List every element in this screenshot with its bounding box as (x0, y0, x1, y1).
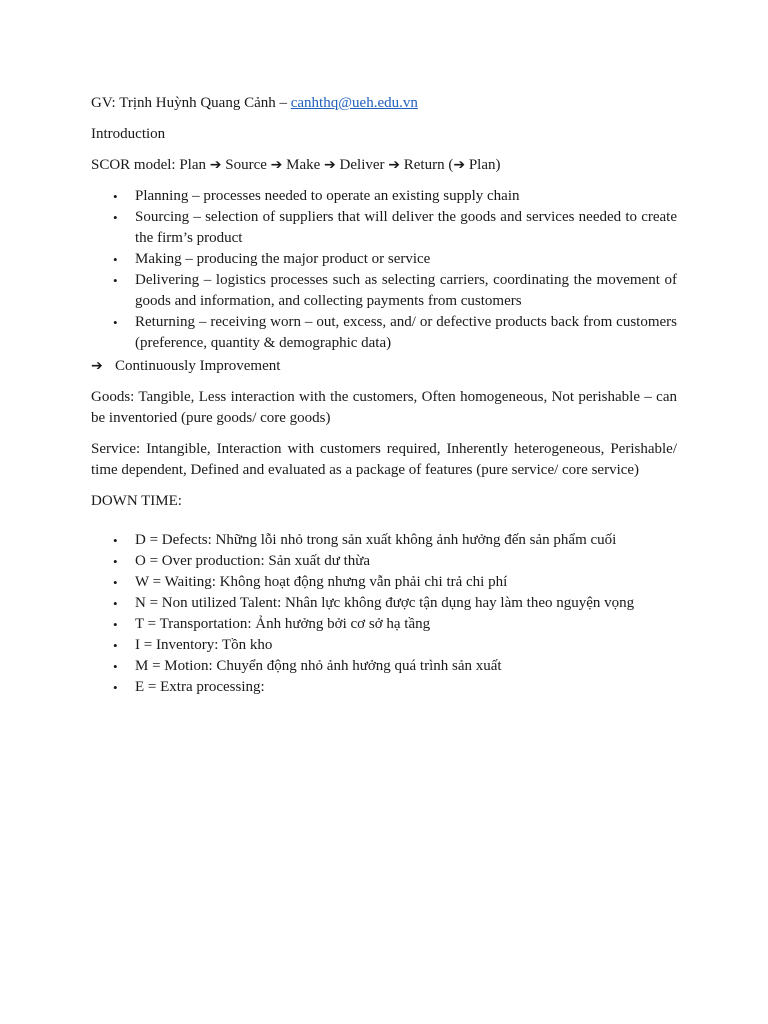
scor-step: Make (286, 157, 321, 173)
bullet-icon: • (113, 638, 118, 653)
bullet-icon: • (113, 252, 118, 267)
list-item-text: M = Motion: Chuyển động nhỏ ảnh hưởng quá trình sản xuất (135, 658, 502, 674)
list-item (91, 312, 677, 354)
list-item-text: E = Extra processing: (135, 679, 265, 695)
list-item (91, 635, 677, 656)
right-arrow-icon: ➔ (324, 157, 336, 173)
right-arrow-icon: ➔ (388, 157, 400, 173)
list-item (91, 207, 677, 249)
list-item (91, 530, 677, 551)
list-item-text: Sourcing – selection of suppliers that will deliver the goods and services needed to create the firm’s product (135, 209, 677, 246)
list-item (91, 677, 677, 698)
list-item-text: D = Defects: Những lỗi nhỏ trong sản xuất không ảnh hưởng đến sản phẩm cuối (135, 532, 617, 548)
list-item (91, 656, 677, 677)
conclusion-text: Continuously Improvement (115, 358, 281, 374)
scor-prefix: SCOR model: Plan (91, 157, 210, 173)
bullet-icon: • (113, 533, 118, 548)
lecturer-line (91, 93, 677, 114)
list-item (91, 614, 677, 635)
bullet-icon: • (113, 617, 118, 632)
goods-paragraph: Goods: Tangible, Less interaction with the customers, Often homogeneous, Not perishable – can be inventoried (pure goods/ core goods) (91, 389, 677, 426)
scor-step: Source (225, 157, 267, 173)
document-page (91, 93, 677, 700)
downtime-heading: DOWN TIME: (91, 493, 182, 509)
list-item-text: Returning – receiving worn – out, excess, and/ or defective products back from customers (preference, quantity & demographic data) (135, 314, 677, 351)
bullet-icon: • (113, 210, 118, 225)
list-item-text: Planning – processes needed to operate an existing supply chain (135, 188, 520, 204)
list-item (91, 186, 677, 207)
service-paragraph: Service: Intangible, Interaction with customers required, Inherently heterogeneous, Perishable/ time dependent, Defined and evaluated as a package of features (pure service/ core service) (91, 441, 677, 478)
bullet-icon: • (113, 273, 118, 288)
list-item (91, 572, 677, 593)
downtime-list (91, 530, 677, 698)
right-arrow-icon: ➔ (270, 157, 283, 173)
intro-heading: Introduction (91, 126, 166, 142)
list-item (91, 249, 677, 270)
list-item-text: O = Over production: Sản xuất dư thừa (135, 553, 371, 569)
scor-model-line (91, 155, 677, 176)
bullet-icon: • (113, 659, 118, 674)
bullet-icon: • (113, 315, 118, 330)
bullet-icon: • (113, 189, 118, 204)
scor-step: Deliver (339, 157, 385, 173)
right-arrow-icon: ➔ (453, 157, 466, 173)
list-item (91, 270, 677, 312)
bullet-icon: • (113, 596, 118, 611)
list-item (91, 551, 677, 572)
list-item-text: N = Non utilized Talent: Nhân lực không được tận dụng hay làm theo nguyện vọng (135, 595, 635, 611)
bullet-icon: • (113, 680, 118, 695)
list-item-text: W = Waiting: Không hoạt động nhưng vẫn phải chi trả chi phí (135, 574, 508, 590)
list-item-text: Delivering – logistics processes such as selecting carriers, coordinating the movement of goods and information, and collecting payments from customers (135, 272, 677, 309)
bullet-icon: • (113, 575, 118, 590)
list-item-text: Making – producing the major product or service (135, 251, 431, 267)
conclusion-line (91, 356, 677, 377)
lecturer-name: GV: Trịnh Huỳnh Quang Cảnh – (91, 95, 291, 111)
scor-step: Return ( (403, 157, 454, 173)
list-item-text: I = Inventory: Tồn kho (135, 637, 273, 653)
scor-process-list (91, 186, 677, 354)
right-arrow-icon: ➔ (209, 157, 222, 173)
list-item-text: T = Transportation: Ảnh hưởng bởi cơ sở hạ tầng (135, 616, 431, 632)
list-item (91, 593, 677, 614)
bullet-icon: • (113, 554, 118, 569)
email-link[interactable]: canhthq@ueh.edu.vn (290, 95, 418, 111)
scor-suffix: Plan) (465, 157, 501, 173)
right-arrow-icon: ➔ (91, 358, 103, 374)
